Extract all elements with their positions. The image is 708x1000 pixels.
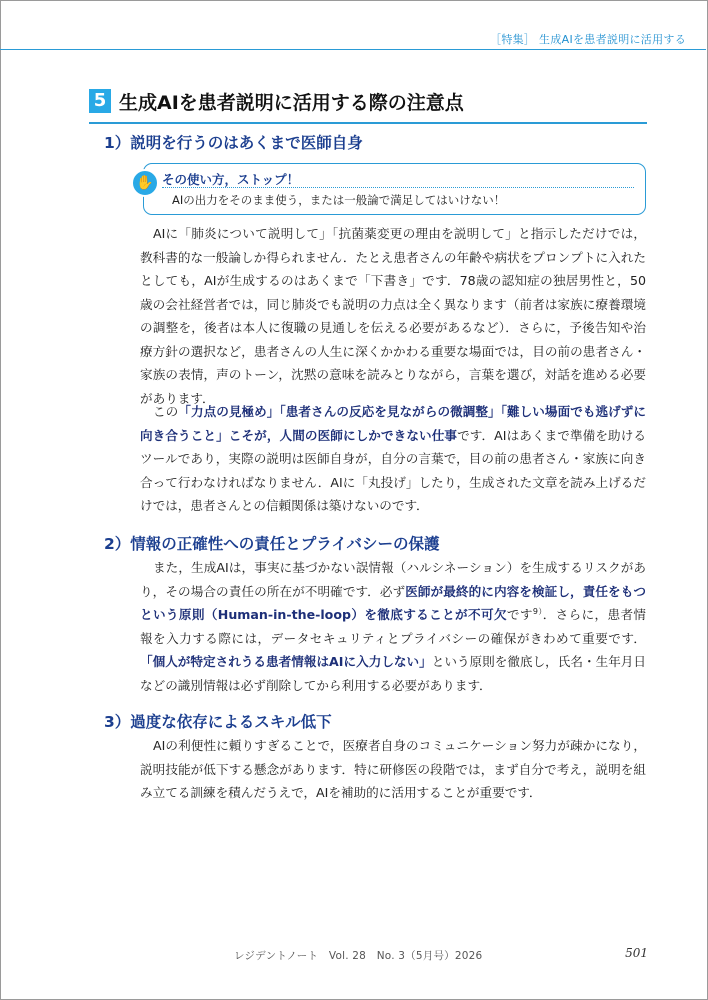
section-number-badge: 5 <box>89 89 111 113</box>
reference-9: 9） <box>532 606 543 616</box>
header-rule <box>0 49 706 50</box>
stop-callout-box <box>136 163 646 215</box>
paragraph-2-emphasis: 「力点の見極め」「患者さんの反応を見ながらの微調整」「難しい場面でも逃げずに向き合うこと」こそが，人間の医師にしかできない仕事 <box>140 404 647 443</box>
section-title: 生成AIを患者説明に活用する際の注意点 <box>119 92 464 114</box>
paragraph-3-rest: という原則を徹底し，氏名・生年月日などの識別情報は必ず削除してから利用する必要があります． <box>140 654 646 693</box>
callout-body: AIの出力をそのまま使う，または一般論で満足してはいけない！ <box>172 193 506 207</box>
paragraph-2-rest: です．AIはあくまで準備を助けるツールであり，実際の説明は医師自身が，自分の言葉で，目の前の患者さん・家族に向き合って行わなければなりません．AIに「丸投げ」したり，生成された文章を読み上げるだけでは，患者さんとの信頼関係は築けないのです． <box>140 427 647 513</box>
subheading-2: 2）情報の正確性への責任とプライバシーの保護 <box>104 535 440 553</box>
paragraph-3-emphasis-2: 「個人が特定されうる患者情報はAIに入力しない」 <box>140 654 432 669</box>
running-head: ［特集］ 生成AIを患者説明に活用する <box>490 33 686 46</box>
paragraph-3-lead: また，生成AIは，事実に基づかない誤情報（ハルシネーション）を生成するリスクがあり，その場合の責任の所在が不明確です．必ず <box>140 560 646 599</box>
callout-dotted-rule <box>162 187 634 188</box>
footer-journal: レジデントノート Vol. 28 No. 3（5月号）2026 <box>234 950 483 962</box>
subheading-1: 1）説明を行うのはあくまで医師自身 <box>104 134 363 152</box>
paragraph-4: AIの利便性に頼りすぎることで，医療者自身のコミュニケーション努力が疎かになり，説明技能が低下する懸念があります．特に研修医の段階では，まず自分で考え，説明を組み立てる訓練を積んだうえで，AIを補助的に活用することが重要です． <box>140 738 646 800</box>
paragraph-2-lead: この <box>153 404 179 419</box>
paragraph-3-mid: です <box>506 607 533 622</box>
callout-title: その使い方，ストップ！ <box>162 172 300 187</box>
page-number: 501 <box>625 946 648 960</box>
paragraph-1: AIに「肺炎について説明して」「抗菌薬変更の理由を説明して」と指示しただけでは，教科書的な一般論しか得られません．たとえ患者さんの年齢や病状をプロンプトに入れたとしても，AIが生成するのはあくまで「下書き」です．78歳の認知症の独居男性と，50歳の会社経営者では，同じ肺炎でも説明の力点は全く異なります（前者は家族に療養環境の調整を，後者は本人に復職の見通しを伝える必要があるなど）．さらに，予後告知や治療方針の選択など，患者さんの人生に深くかかわる重要な場面では，目の前の患者さん・家族の表情，声のトーン，沈黙の意味を読みとりながら，言葉を選び，対話を進める必要があります． <box>140 226 646 406</box>
stop-hand-icon: ✋ <box>131 169 159 197</box>
section-heading <box>89 86 647 124</box>
paragraph-3 <box>140 556 646 697</box>
subheading-3: 3）過度な依存によるスキル低下 <box>104 713 332 731</box>
paragraph-3-emphasis-1: 医師が最終的に内容を検証し，責任をもつという原則（Human-in-the-loop）を徹底することが不可欠 <box>140 583 647 622</box>
paragraph-3-mid-2: ．さらに，患者情報を入力する際には，データセキュリティとプライバシーの確保がきわめて重要です． <box>140 607 647 646</box>
paragraph-2 <box>140 400 646 518</box>
